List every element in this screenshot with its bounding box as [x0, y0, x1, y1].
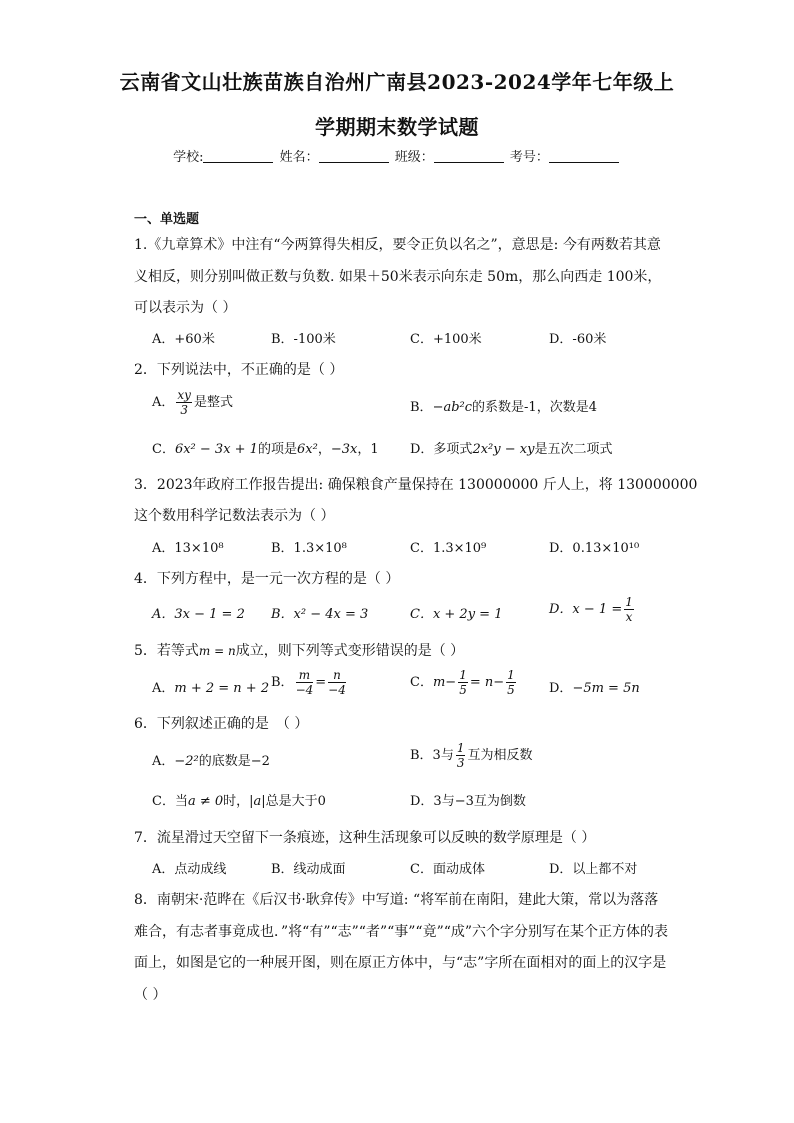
q7-line1: 7．流星滑过天空留下一条痕迹，这种生活现象可以反映的数学原理是（ ） — [134, 830, 596, 846]
exam-title-line1: 云南省文山壮族苗族自治州广南县2023-2024学年七年级上 — [119, 70, 675, 94]
q6-line1: 6．下列叙述正确的是 （ ） — [134, 716, 309, 732]
q8-line4: （ ） — [134, 987, 167, 1003]
name-label: 姓名： — [279, 150, 319, 165]
q3-option-b: B．1.3×10⁸ — [271, 541, 347, 556]
q2-option-d: D．多项式2x²y − xy是五次二项式 — [410, 442, 613, 457]
q7-option-d: D．以上都不对 — [549, 862, 638, 877]
q1-option-b: B．-100米 — [271, 332, 336, 347]
name-blank — [319, 149, 389, 163]
q3-option-a: A．13×10⁸ — [152, 541, 224, 556]
q2-option-a: A． $\frac{xy}{3}$ 是整式 — [152, 388, 233, 417]
q7-option-c: C．面动成体 — [410, 862, 485, 877]
q8-line1: 8．南朝宋·范晔在《后汉书·耿弇传》中写道: “将军前在南阳，建此大策，常以为落落 — [134, 892, 659, 908]
q2-option-b: B．−ab²c的系数是-1，次数是4 — [410, 400, 597, 415]
school-label: 学校: — [173, 150, 204, 165]
q2-option-c: C．6x² − 3x + 1的项是6x²，−3x，1 — [152, 442, 379, 457]
q6-option-b: B．3与 $\frac{1}{3}$ 互为相反数 — [410, 741, 533, 770]
q1-option-d: D．-60米 — [549, 332, 607, 347]
q4-option-c: C．x + 2y = 1 — [410, 607, 503, 622]
q5-line1: 5．若等式m = n成立，则下列等式变形错误的是（ ） — [134, 643, 465, 659]
q1-line2: 义相反，则分别叫做正数与负数. 如果＋50米表示向东走 50m，那么向西走 100米， — [134, 269, 662, 285]
q4-line1: 4．下列方程中，是一元一次方程的是（ ） — [134, 571, 400, 587]
q4-option-d: D．x − 1 = $\frac{1}{x}$ — [549, 595, 633, 624]
q3-option-c: C．1.3×10⁹ — [410, 541, 487, 556]
q3-line1: 3．2023年政府工作报告提出: 确保粮食产量保持在 130000000 斤人上，将 130000000 — [134, 477, 698, 493]
number-blank — [549, 149, 619, 163]
q3-option-d: D．0.13×10¹⁰ — [549, 541, 640, 556]
q1-option-c: C．+100米 — [410, 332, 482, 347]
q6-option-d: D．3与−3互为倒数 — [410, 794, 526, 809]
q8-line3: 面上，如图是它的一种展开图，则在原正方体中，与“志”字所在面相对的面上的汉字是 — [134, 955, 667, 971]
q3-line2: 这个数用科学记数法表示为（ ） — [134, 508, 335, 524]
student-info-row — [0, 146, 794, 165]
q5-option-b: B． $\frac{m}{-4}$ = $\frac{n}{-4}$ — [271, 668, 346, 697]
q5-option-a: A．m + 2 = n + 2 — [152, 681, 270, 696]
q2-line1: 2．下列说法中，不正确的是（ ） — [134, 362, 344, 378]
q4-option-a: A．3x − 1 = 2 — [152, 607, 245, 622]
school-blank — [203, 149, 273, 163]
q8-line2: 难合，有志者事竟成也．”将“有”“志”“者”“事”“竟”“成”六个字分别写在某个正方体的表 — [134, 924, 669, 940]
class-label: 班级： — [394, 150, 434, 165]
q6-option-c: C．当a ≠ 0时，|a|总是大于0 — [152, 794, 326, 809]
section-heading: 一、单选题 — [134, 212, 200, 227]
class-blank — [434, 149, 504, 163]
q4-option-b: B．x² − 4x = 3 — [271, 607, 369, 622]
q5-option-d: D．−5m = 5n — [549, 681, 640, 696]
q1-line1: 1.《九章算术》中注有“今两算得失相反，要令正负以名之”，意思是: 今有两数若其意 — [134, 237, 661, 253]
q5-option-c: C．m− $\frac{1}{5}$ = n− $\frac{1}{5}$ — [410, 668, 515, 697]
fraction-1-over-x: $\frac{1}{x}$ — [625, 595, 633, 624]
q7-option-a: A．点动成线 — [152, 862, 227, 877]
q1-line3: 可以表示为（ ） — [134, 300, 237, 316]
q1-option-a: A．+60米 — [152, 332, 215, 347]
q7-option-b: B．线动成面 — [271, 862, 346, 877]
exam-title-line2: 学期期末数学试题 — [315, 115, 479, 139]
number-label: 考号： — [509, 150, 549, 165]
fraction-xy-over-3: $\frac{xy}{3}$ — [177, 388, 191, 417]
q6-option-a: A．−2²的底数是−2 — [152, 754, 270, 769]
